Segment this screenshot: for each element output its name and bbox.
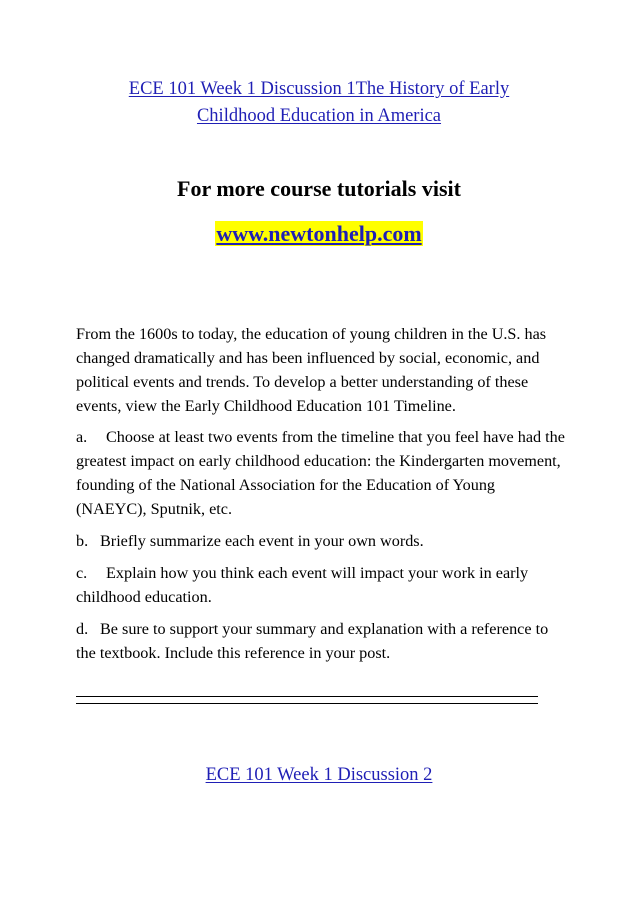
list-item-a [76,425,566,521]
list-item-text: Choose at least two events from the timeline that you feel have had the greatest impact on early childhood education: the Kindergarten movement, founding of the National Association for the Education of Young (NAEYC), Sputnik, etc. [76,428,565,518]
list-item-letter: b. [76,532,89,550]
list-item-text: Explain how you think each event will impact your work in early childhood education. [76,564,529,606]
assignment-body [76,322,566,673]
intro-paragraph: From the 1600s to today, the education of young children in the U.S. has changed dramatically and has been influenced by social, economic, and political events and trends. To develop a better understanding of these events, view the Early Childhood Education 101 Timeline. [76,325,547,415]
promo-url-link[interactable]: www.newtonhelp.com [216,221,422,246]
next-discussion [100,762,538,789]
list-item-d [76,617,566,665]
list-item-letter: c. [76,564,88,582]
title-link-line-1[interactable]: ECE 101 Week 1 Discussion 1The History of Early [128,79,510,99]
list-item-b [76,529,566,553]
list-item-letter: d. [76,620,89,638]
list-item-letter: a. [76,428,88,446]
list-item-text: Briefly summarize each event in your own words. [100,532,424,550]
promo-heading: For more course tutorials visit [177,176,461,201]
document-title [60,76,578,130]
list-item-text: Be sure to support your summary and explanation with a reference to the textbook. Include this reference in your post. [76,620,549,662]
title-link-line-2[interactable]: Childhood Education in America [196,106,442,126]
next-discussion-link[interactable]: ECE 101 Week 1 Discussion 2 [205,765,433,785]
double-rule-divider [76,696,538,704]
promo-url-wrap [100,220,538,248]
list-item-c [76,561,566,609]
